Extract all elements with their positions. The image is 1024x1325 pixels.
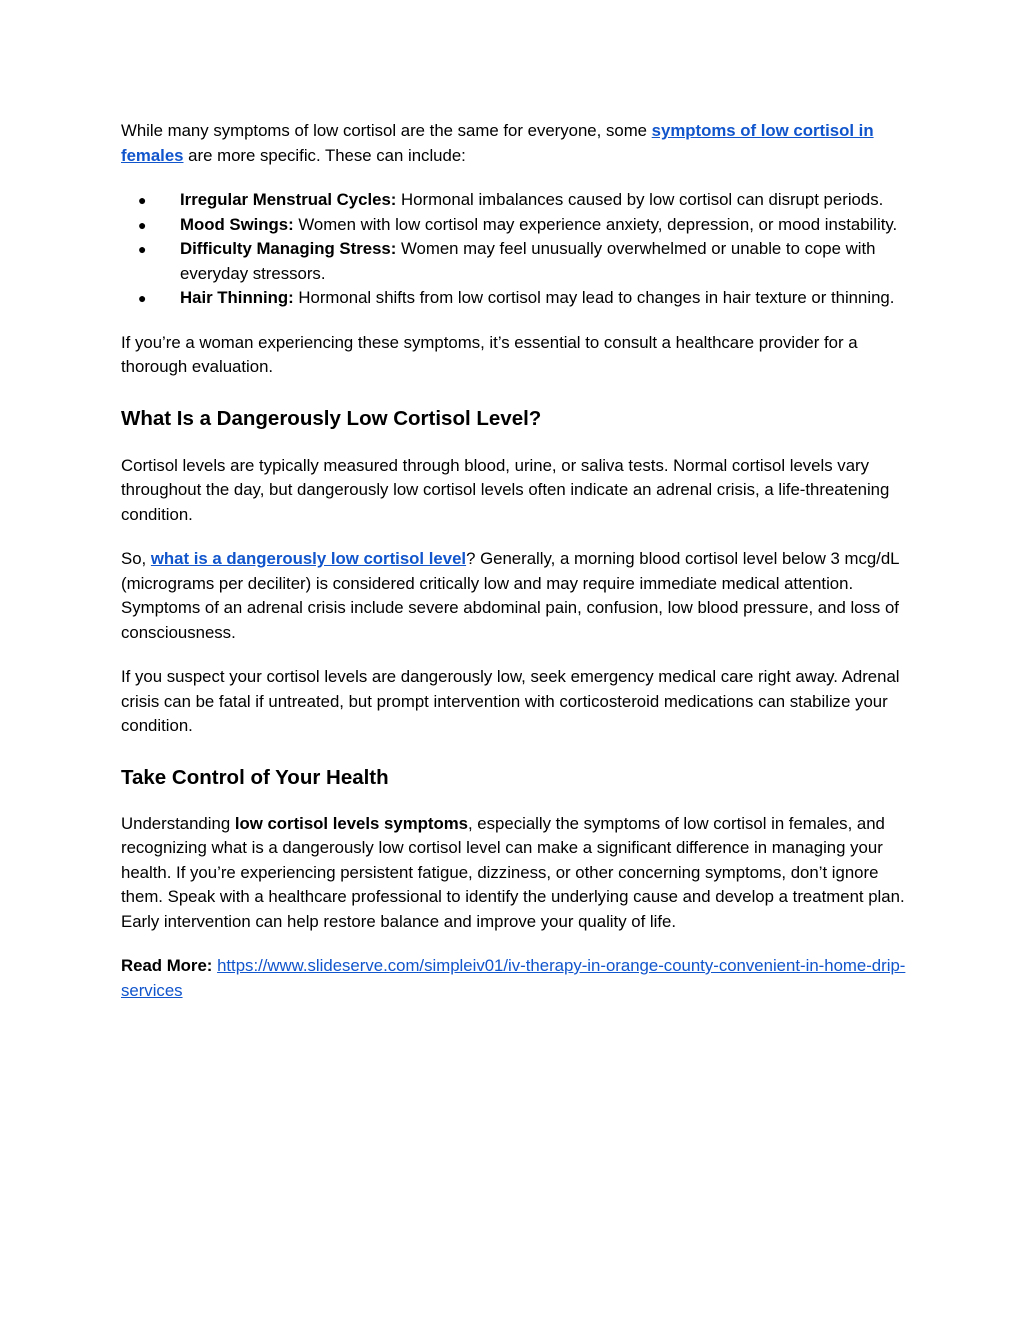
control-p1-bold: low cortisol levels symptoms — [234, 813, 468, 833]
list-item — [121, 213, 911, 238]
intro-paragraph — [121, 119, 911, 168]
list-item — [121, 188, 911, 213]
list-item-text: Women with low cortisol may experience anxiety, depression, or mood instability. — [293, 214, 898, 234]
bullet-icon: ● — [138, 216, 147, 233]
intro-text-after: are more specific. These can include: — [183, 145, 466, 165]
list-item-title: Mood Swings: — [180, 214, 294, 234]
read-more-label: Read More: — [121, 956, 213, 975]
list-item-title: Hair Thinning: — [180, 288, 294, 307]
read-more-link[interactable]: https://www.slideserve.com/simpleiv01/iv-therapy-in-orange-county-convenient-in-home-drip-services — [121, 956, 906, 1000]
bullet-icon: ● — [138, 290, 147, 306]
danger-paragraph-2 — [121, 547, 911, 645]
symptom-list — [121, 188, 911, 311]
danger-p2-before: So, — [121, 549, 151, 568]
intro-text-before: While many symptoms of low cortisol are the same for everyone, some — [121, 121, 652, 140]
bullet-icon: ● — [138, 192, 147, 208]
read-more-paragraph — [121, 954, 911, 1003]
list-item — [121, 286, 911, 311]
list-item-text: Hormonal imbalances caused by low cortisol can disrupt periods. — [396, 190, 884, 209]
document-page — [121, 119, 911, 1003]
danger-paragraph-1: Cortisol levels are typically measured through blood, urine, or saliva tests. Normal cortisol levels vary throughout the day, but dangerously low cortisol levels often indicate an adrenal crisis, a life-threatening condition. — [121, 455, 890, 524]
dangerous-level-link[interactable]: what is a dangerously low cortisol level — [150, 549, 467, 568]
bullet-icon: ● — [138, 241, 147, 257]
section-heading-danger: What Is a Dangerously Low Cortisol Level? — [121, 406, 542, 430]
control-paragraph — [121, 812, 911, 935]
list-item-title: Irregular Menstrual Cycles: — [180, 190, 397, 209]
control-p1-before: Understanding — [121, 813, 235, 833]
list-item-title: Difficulty Managing Stress: — [180, 239, 397, 258]
list-item-text: Women may feel unusually overwhelmed or unable to cope with everyday stressors. — [180, 239, 876, 283]
list-item — [121, 237, 911, 286]
woman-note-paragraph: If you’re a woman experiencing these symptoms, it’s essential to consult a healthcare provider for a thorough evaluation. — [121, 332, 858, 376]
danger-paragraph-3: If you suspect your cortisol levels are dangerously low, seek emergency medical care right away. Adrenal crisis can be fatal if untreated, but prompt intervention with corticosteroid medications can stabilize your condition. — [121, 667, 900, 735]
danger-p2-after: ? Generally, a morning blood cortisol level below 3 mcg/dL (micrograms per deciliter) is considered critically low and may require immediate medical attention. Symptoms of an adrenal crisis include severe abdominal pain, confusion, low blood pressure, and loss of consciousness. — [121, 549, 899, 642]
symptoms-females-link[interactable]: symptoms of low cortisol in females — [121, 121, 874, 165]
list-item-text: Hormonal shifts from low cortisol may lead to changes in hair texture or thinning. — [293, 288, 895, 307]
section-heading-control: Take Control of Your Health — [121, 765, 389, 789]
control-p1-after: , especially the symptoms of low cortisol in females, and recognizing what is a dangerously low cortisol level can make a significant difference in managing your health. If you’re experiencing persistent fatigue, dizziness, or other concerning symptoms, don’t ignore them. Speak with a healthcare professional to identify the underlying cause and develop a treatment plan. Early intervention can help restore balance and improve your quality of life. — [121, 813, 905, 931]
